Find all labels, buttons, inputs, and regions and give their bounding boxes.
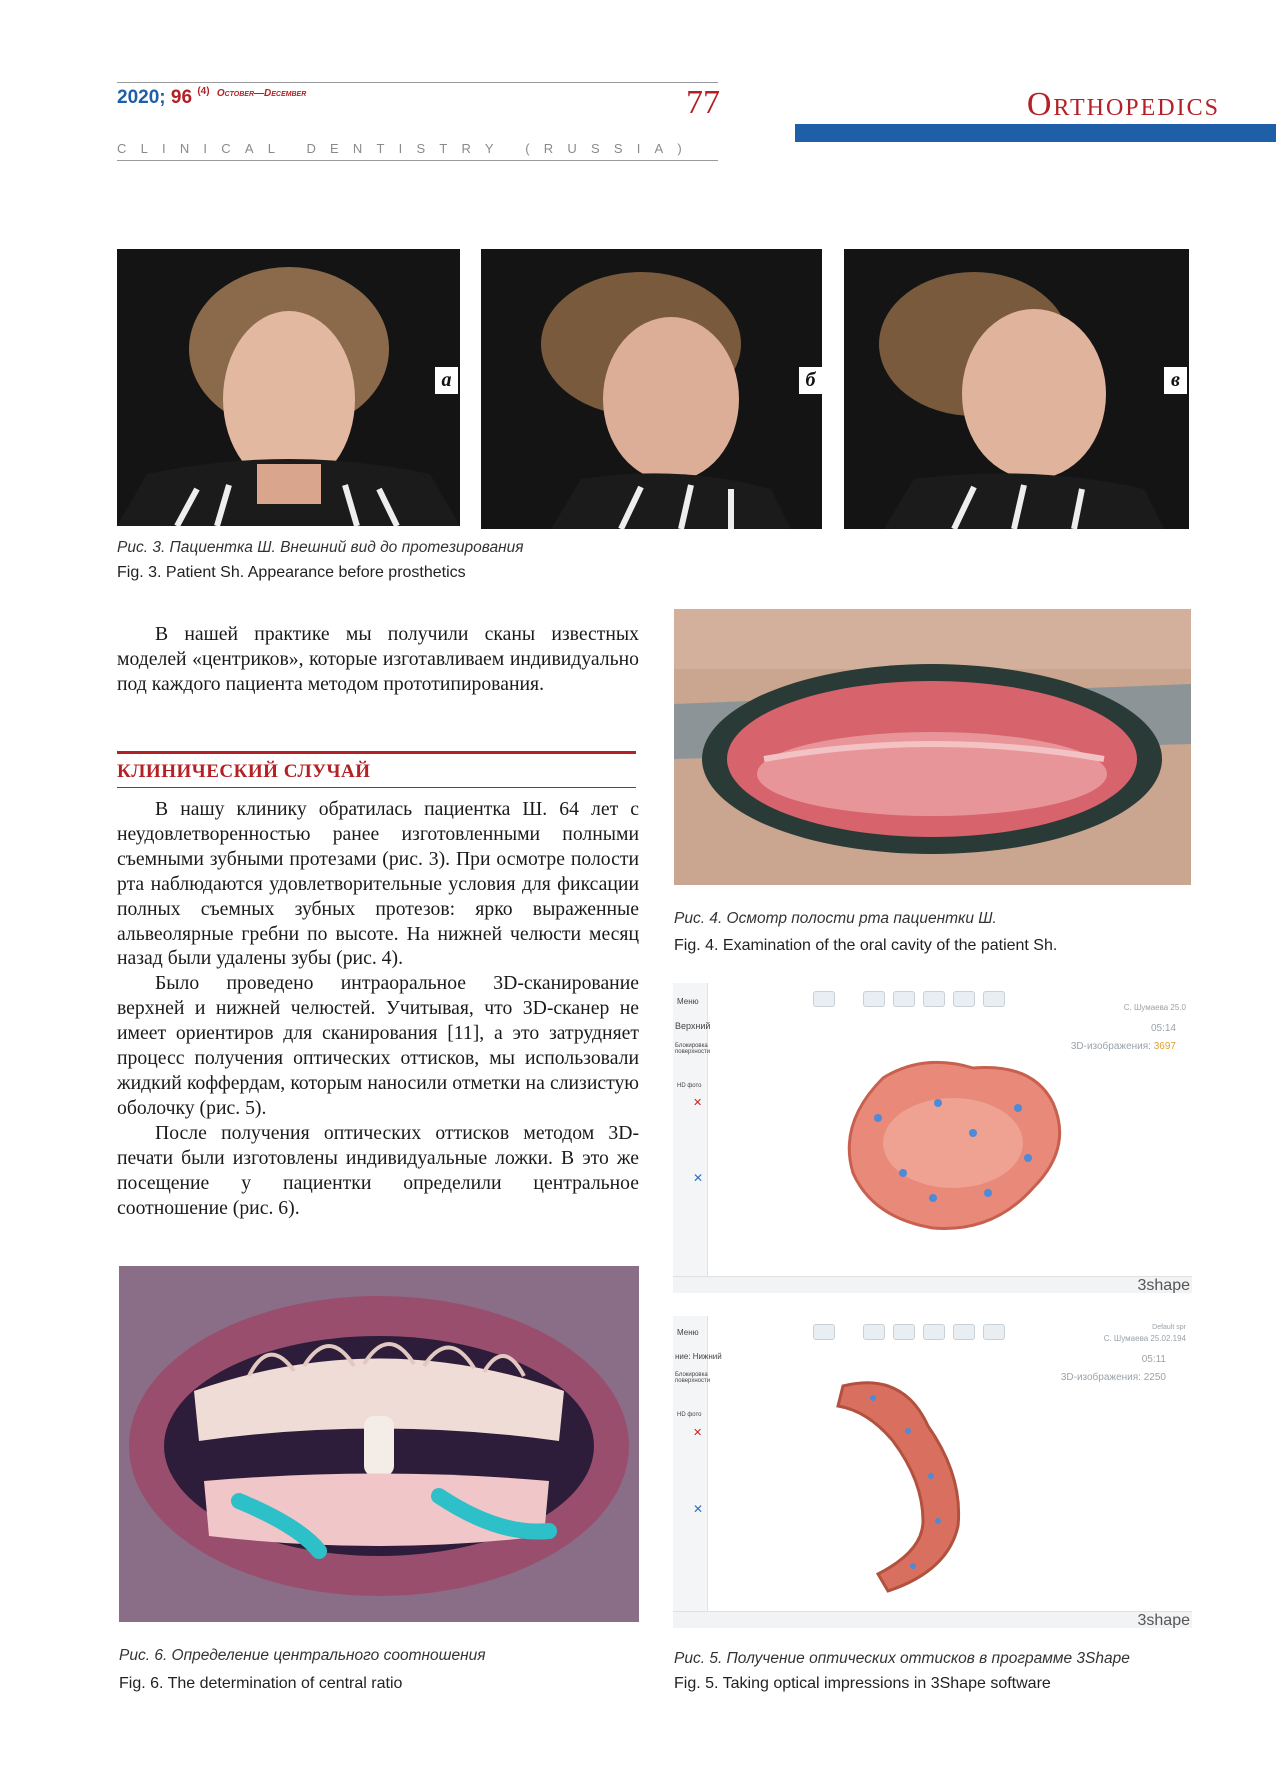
shot1-tool-hd-label: HD фото (677, 1083, 702, 1089)
clinical-case-heading-text: КЛИНИЧЕСКИЙ СЛУЧАЙ (117, 761, 371, 782)
shot2-lower-jaw-scan (673, 1316, 1192, 1628)
fig3-photo-front (117, 249, 460, 526)
shot2-patient-info: С. Шумаева 25.02.194 (1103, 1334, 1186, 1343)
shot1-jaw-label: Верхний (675, 1021, 711, 1031)
shot2-menu-label: Меню (677, 1328, 699, 1337)
section-title: Orthopedics (1026, 86, 1220, 123)
fig3-photo-profile-right (481, 249, 822, 529)
shot2-tool-icon: ✕ (693, 1502, 704, 1516)
journal-name: CLINICAL DENTISTRY (RUSSIA) (117, 141, 696, 156)
shot1-menu-label: Меню (677, 997, 699, 1006)
fig4-caption-en: Fig. 4. Examination of the oral cavity of the patient Sh. (674, 937, 1058, 954)
shot1-image-count-value: 3697 (1153, 1041, 1176, 1052)
header-rule-bottom (117, 160, 718, 161)
shot2-tool-hd-label: HD фото (677, 1412, 702, 1418)
fig6-photo-central-ratio (119, 1266, 639, 1622)
shot2-tool-lock-label: Блокировка поверхности (675, 1372, 711, 1384)
fig5-screenshot-upper (673, 983, 1192, 1293)
fig3-panel-label-a: а (435, 367, 458, 394)
shot2-image-count-label: 3D-изображения: (1060, 1372, 1141, 1383)
fig3-photo-profile-left (844, 249, 1189, 529)
section-color-band (795, 124, 1276, 142)
shot1-brand-logo: 3shape (1137, 1277, 1190, 1293)
fig5-caption-ru: Рис. 5. Получение оптических оттисков в программе 3Shape (674, 1650, 1130, 1667)
shot2-jaw-label: ние: Нижний (675, 1352, 722, 1361)
shot1-bottom-toolbar (673, 1276, 1192, 1293)
shot2-profile: Default spr (1152, 1324, 1186, 1331)
shot1-tool-icon: ✕ (693, 1171, 704, 1185)
fig6-caption-en: Fig. 6. The determination of central ratio (119, 1675, 403, 1692)
issue-year: 2020; (117, 87, 166, 108)
fig3-panel-label-c: в (1164, 367, 1187, 394)
issue-number: (4) (197, 86, 210, 97)
shot2-bottom-toolbar (673, 1611, 1192, 1628)
fig3-caption-ru: Рис. 3. Пациентка Ш. Внешний вид до протезирования (117, 539, 524, 556)
shot2-close-icon: ✕ (693, 1426, 703, 1439)
shot2-time: 05:11 (1141, 1354, 1166, 1365)
shot2-image-count-value: 2250 (1143, 1372, 1166, 1383)
shot1-time: 05:14 (1150, 1023, 1176, 1034)
fig4-caption-ru: Рис. 4. Осмотр полости рта пациентки Ш. (674, 910, 997, 927)
shot1-patient-info: С. Шумаева 25.0 (1123, 1003, 1186, 1012)
fig5-caption-en: Fig. 5. Taking optical impressions in 3Shape software (674, 1675, 1051, 1692)
issue-months: October—December (216, 88, 307, 99)
fig3-panel-label-b: б (799, 367, 822, 394)
paragraph-intro (117, 622, 639, 697)
page-number: 77 (686, 84, 720, 121)
shot1-upper-jaw-scan (673, 983, 1192, 1293)
clinical-case-heading (117, 751, 636, 788)
paragraph-1: В нашей практике мы получили сканы известных моделей «центриков», которые изготавливаем индивидуально под каждого пациента методом прототипирования. (117, 623, 639, 695)
issue-info (117, 86, 306, 109)
paragraph-2: В нашу клинику обратилась пациентка Ш. 64 лет с неудовлетворенностью ранее изготовленными полными съемными зубными протезами (рис. 3). При осмотре полости рта наблюдаются удовлетворительные условия для фиксации полных съемных зубных протезов: ярко выраженные альвеолярные гребни по высоте. На нижней челюсти месяц назад были удалены зубы (рис. 4). (117, 798, 639, 970)
fig5-screenshot-lower (673, 1316, 1192, 1628)
shot1-image-count-label: 3D-изображения: (1070, 1041, 1151, 1052)
header-rule-top (117, 82, 718, 83)
shot1-close-icon: ✕ (693, 1096, 703, 1109)
fig3-caption-en: Fig. 3. Patient Sh. Appearance before prosthetics (117, 564, 466, 581)
clinical-case-text (117, 797, 639, 1220)
paragraph-3: Было проведено интраоральное 3D-сканирование верхней и нижней челюстей. Учитывая, что 3D-сканер не имеет ориентиров для сканирования [11], а это затрудняет процесс получения оптических оттисков, мы использовали жидкий коффердам, которым наносили отметки на слизистую оболочку (рис. 5). (117, 972, 639, 1119)
shot1-tool-lock-label: Блокировка поверхности (675, 1043, 711, 1055)
fig4-photo-oral-cavity (674, 609, 1191, 885)
issue-volume: 96 (170, 87, 193, 108)
paragraph-4: После получения оптических оттисков методом 3D-печати были изготовлены индивидуальные ложки. В это же посещение у пациентки определили центральное соотношение (рис. 6). (117, 1121, 639, 1219)
fig6-caption-ru: Рис. 6. Определение центрального соотношения (119, 1647, 486, 1664)
shot2-brand-logo: 3shape (1137, 1612, 1190, 1628)
